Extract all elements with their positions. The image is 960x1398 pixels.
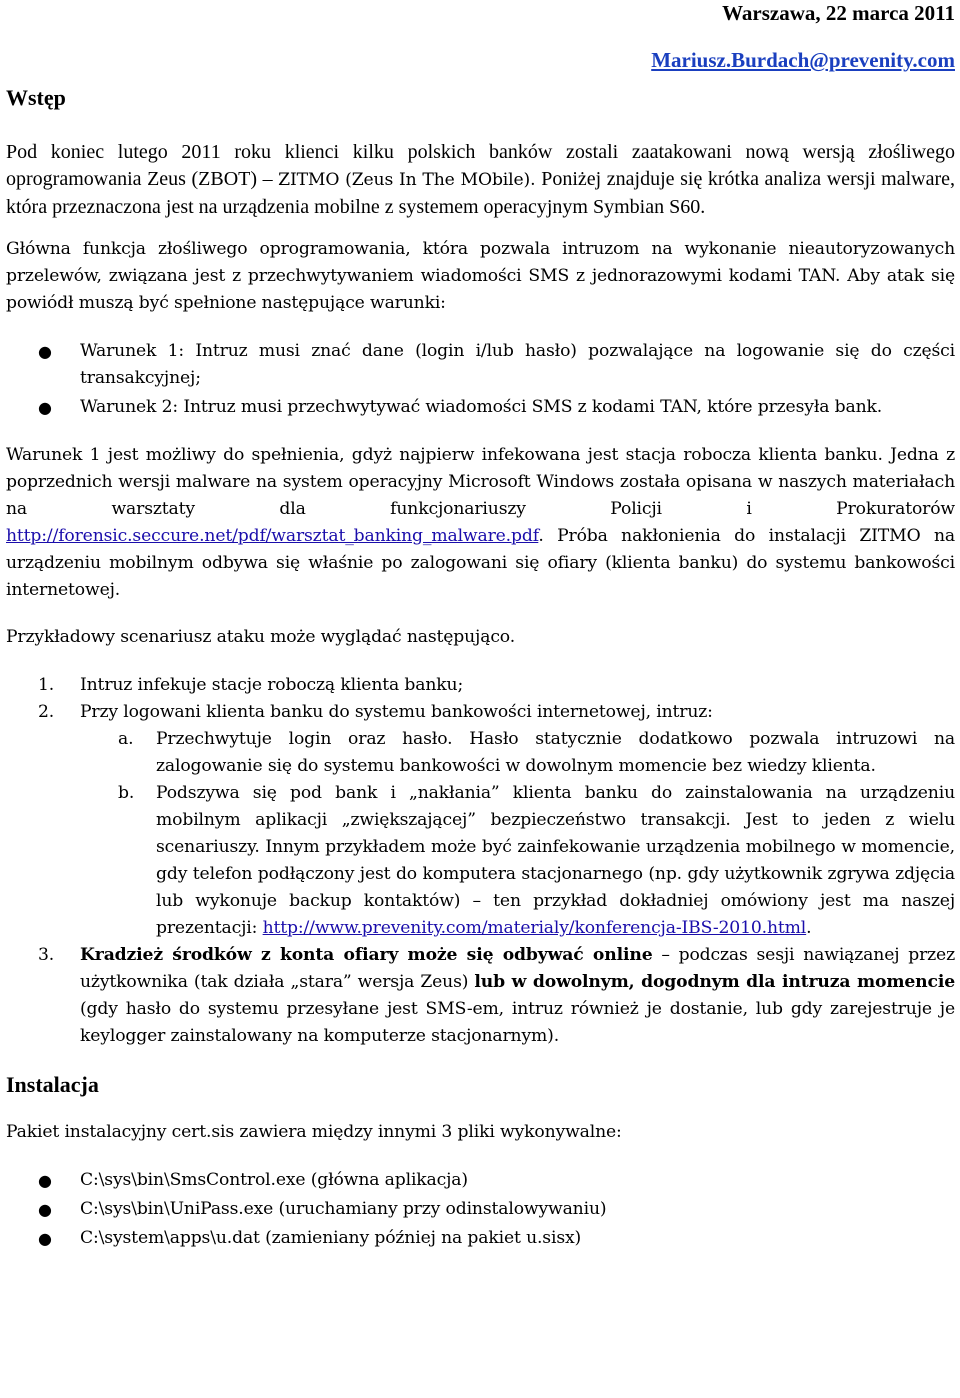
file-path: C:\system\apps\u.dat (zamieniany później na pakiet u.sisx) bbox=[80, 1228, 582, 1248]
bullet-icon: ● bbox=[38, 398, 52, 417]
bullet-icon: ● bbox=[38, 1229, 52, 1248]
function-paragraph: Główna funkcja złośliwego oprogramowania, która pozwala intruzom na wykonanie nieautoryzowanych przelewów, związana jest z przechwytywaniem wiadomości SMS z jednorazowymi kodami TAN. Aby atak się powiódł muszą być spełnione następujące warunki: bbox=[6, 239, 955, 313]
scenario-intro: Przykładowy scenariusz ataku może wyglądać następująco. bbox=[6, 627, 516, 647]
intro-paragraph bbox=[6, 139, 955, 221]
scenario-step: Intruz infekuje stacje roboczą klienta banku; bbox=[80, 675, 464, 695]
list-item bbox=[6, 394, 955, 421]
conditions-list bbox=[6, 338, 955, 421]
list-item bbox=[6, 672, 955, 699]
list-item bbox=[6, 338, 955, 392]
list-item bbox=[6, 1225, 955, 1252]
scenario-substep: Przechwytuje login oraz hasło. Hasło statycznie dodatkowo pozwala intruzowi na zalogowanie się do systemu bankowości w dowolnym momencie bez wiedzy klienta. bbox=[156, 729, 955, 776]
file-path: C:\sys\bin\UniPass.exe (uruchamiany przy odinstalowywaniu) bbox=[80, 1199, 607, 1219]
file-path: C:\sys\bin\SmsControl.exe (główna aplikacja) bbox=[80, 1170, 468, 1190]
condition-text-a: Warunek 1 jest możliwy do spełnienia, gdyż najpierw infekowana jest stacja robocza klienta banku. Jedna z poprzednich wersji malware na system operacyjny Microsoft Windows została opisana w naszych materiałach na warsztaty dla funkcjonariuszy Policji i Prokuratorów bbox=[6, 445, 955, 519]
list-number: 2. bbox=[38, 702, 55, 722]
scenario-step: Przy logowani klienta banku do systemu bankowości internetowej, intruz: bbox=[80, 702, 713, 722]
condition-paragraph bbox=[6, 442, 955, 604]
section-title-install: Instalacja bbox=[6, 1072, 99, 1097]
list-item bbox=[6, 699, 955, 726]
install-paragraph: Pakiet instalacyjny cert.sis zawiera między innymi 3 pliki wykonywalne: bbox=[6, 1122, 622, 1142]
list-item bbox=[6, 1167, 955, 1194]
intro-text-c: Poniżej znajduje się krótka analiza wersji malware, która przeznaczona jest na urządzenia mobilne z systemem operacyjnym Symbian S60. bbox=[6, 168, 955, 218]
list-number: b. bbox=[118, 783, 135, 803]
email-link[interactable]: Mariusz.Burdach@prevenity.com bbox=[651, 48, 955, 72]
scenario-bold-a: Kradzież środków z konta ofiary może się odbywać online bbox=[80, 945, 653, 965]
list-number: 1. bbox=[38, 675, 55, 695]
condition-text: Warunek 1: Intruz musi znać dane (login i/lub hasło) pozwalające na logowanie się do części transakcyjnej; bbox=[80, 341, 955, 388]
author-email bbox=[6, 47, 955, 74]
document-date: Warszawa, 22 marca 2011 bbox=[722, 1, 955, 25]
list-number: 3. bbox=[38, 945, 55, 965]
intro-text-zitmo: ZITMO (Zeus In The MObile). bbox=[278, 170, 542, 190]
scenario-substep-end: . bbox=[806, 918, 812, 938]
list-item bbox=[6, 942, 955, 1050]
bullet-icon: ● bbox=[38, 1200, 52, 1219]
scenario-text-a: – podczas sesji nawiązanej przez użytkownika (tak działa „stara” wersja Zeus) bbox=[80, 945, 955, 992]
list-item bbox=[6, 1196, 955, 1223]
scenario-bold-b: lub w dowolnym, dogodnym dla intruza momencie bbox=[474, 972, 955, 992]
prezentacja-link[interactable]: http://www.prevenity.com/materialy/konferencja-IBS-2010.html bbox=[262, 918, 807, 938]
scenario-substep: Podszywa się pod bank i „nakłania” klienta banku do zainstalowania na urządzeniu mobilnym aplikacji „zwiększającej” bezpieczeństwo transakcji. Jest to jeden z wielu scenariuszy. Innym przykładem może być zainfekowanie urządzenia mobilnego w momencie, gdy telefon podłączony jest do komputera stacjonarnego (np. gdy użytkownik zgrywa zdjęcia lub wykonuje backup kontaktów) – ten przykład dokładniej omówiony jest ma naszej prezentacji: bbox=[156, 783, 955, 938]
list-item bbox=[6, 780, 955, 942]
list-number: a. bbox=[118, 729, 134, 749]
scenario-text-b: (gdy hasło do systemu przesyłane jest SMS-em, intruz również je dostanie, lub gdy zarejestruje je keylogger zainstalowany na komputerze stacjonarnym). bbox=[80, 999, 955, 1046]
intro-text-a: Pod koniec lutego 2011 roku klienci kilku polskich banków zostali zaatakowani nową wersją złośliwego oprogramowania Zeus (ZBOT) – bbox=[6, 141, 955, 190]
section-title-intro: Wstęp bbox=[6, 85, 66, 110]
bullet-icon: ● bbox=[38, 342, 52, 361]
files-list bbox=[6, 1167, 955, 1252]
condition-text: Warunek 2: Intruz musi przechwytywać wiadomości SMS z kodami TAN, które przesyła bank. bbox=[80, 397, 883, 417]
list-item bbox=[6, 726, 955, 780]
condition-text-b: . Próba nakłonienia do instalacji ZITMO na urządzeniu mobilnym odbywa się właśnie po zalogowani się ofiary (klienta banku) do systemu bankowości internetowej. bbox=[6, 526, 955, 600]
bullet-icon: ● bbox=[38, 1171, 52, 1190]
scenario-list bbox=[6, 672, 955, 1050]
forensic-link[interactable]: http://forensic.seccure.net/pdf/warsztat_banking_malware.pdf bbox=[6, 526, 539, 546]
